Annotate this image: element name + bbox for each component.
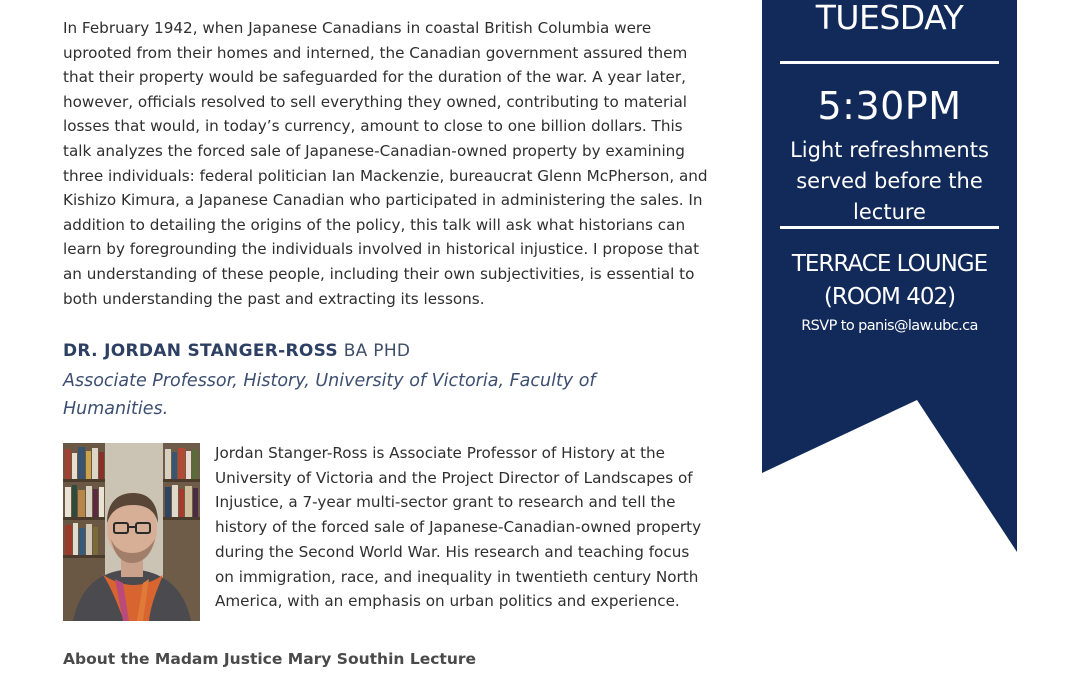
speaker-degrees: BA PHD — [343, 341, 411, 361]
lecture-abstract: In February 1942, when Japanese Canadians in coastal British Columbia were uprooted from their homes and interned, the Canadian government assured them that their property would be safeguarded for the duration of the war. A year later, however, officials resolved to sell everything they owned, contributing to material losses that would, in today’s currency, amount to close to one billion dollars. This talk analyzes the forced sale of Japanese-Canadian-owned property by examining three individuals: federal politician Ian Mackenzie, bureaucrat Glenn McPherson, and Kishizo Kimura, a Japanese Canadian who participated in administering the sales. In addition to detailing the origins of the policy, this talk will ask what historians can learn by foregrounding the individuals involved in historical injustice. I propose that an understanding of these people, including their own subjectivities, is essential to both understanding the past and extracting its lessons. — [63, 19, 708, 308]
event-day: TUESDAY — [815, 0, 964, 37]
event-venue-room: (ROOM 402) — [823, 284, 956, 310]
event-venue — [762, 248, 1017, 314]
event-venue-name: TERRACE LOUNGE — [791, 251, 988, 277]
speaker-photo-image — [63, 443, 200, 621]
speaker-name: DR. JORDAN STANGER-ROSS — [63, 341, 338, 361]
speaker-affiliation: Associate Professor, History, University of Victoria, Faculty of Humanities. — [63, 371, 596, 419]
about-lecture-heading: About the Madam Justice Mary Southin Lecture — [63, 650, 477, 668]
banner-divider-top — [780, 61, 999, 64]
speaker-photo — [63, 443, 200, 621]
event-time: 5:30PM — [817, 84, 962, 128]
event-refreshments: Light refreshments served before the lecture — [790, 138, 989, 224]
event-rsvp: RSVP to panis@law.ubc.ca — [801, 318, 978, 334]
speaker-heading — [63, 341, 410, 361]
speaker-bio: Jordan Stanger-Ross is Associate Professor of History at the University of Victoria and the Project Director of Landscapes of Injustice, a 7-year multi-sector grant to research and tell the history of the forced sale of Japanese-Canadian-owned property during the Second World War. His research and teaching focus on immigration, race, and inequality in twentieth century North America, with an emphasis on urban politics and experience. — [215, 444, 702, 611]
banner-divider-bottom — [780, 226, 999, 229]
event-banner — [762, 0, 1017, 552]
